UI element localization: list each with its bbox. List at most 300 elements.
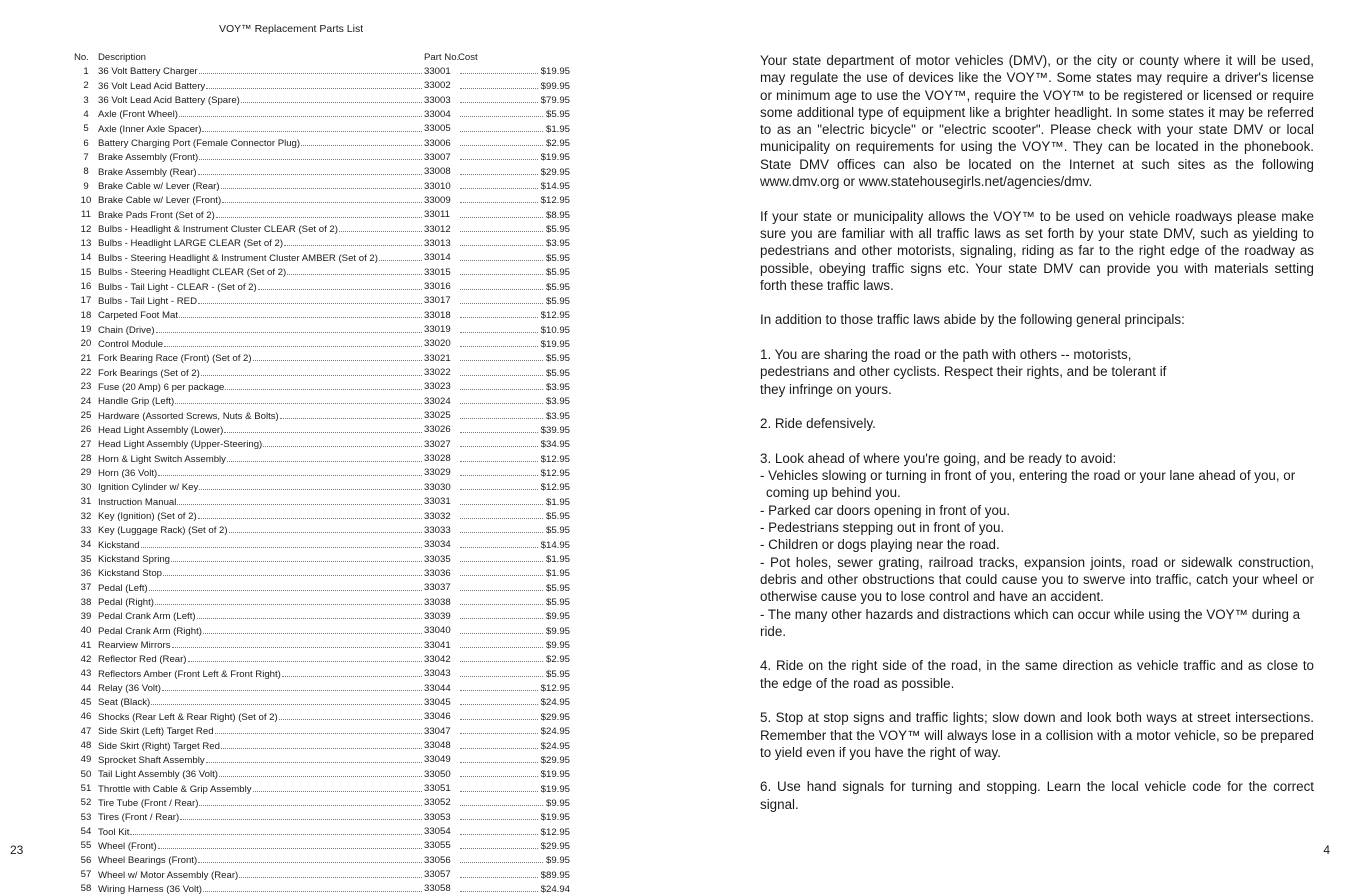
part-no: 33045 [424, 696, 451, 708]
table-row [74, 552, 570, 566]
table-row [74, 509, 570, 523]
table-row [74, 366, 570, 380]
parts-list-title: VOY™ Replacement Parts List [219, 23, 364, 35]
table-row [74, 452, 570, 466]
part-description-cell [98, 380, 424, 394]
part-no: 33027 [424, 438, 451, 450]
part-number-index: 44 [80, 682, 92, 694]
table-row [74, 853, 570, 867]
principle-1-line: they infringe on yours. [760, 381, 892, 397]
principle-3-item: - Children or dogs playing near the road. [760, 537, 1000, 553]
part-cost: $12.95 [540, 482, 570, 494]
table-row [74, 179, 570, 193]
part-cost: $34.95 [540, 439, 570, 451]
part-number-index: 32 [80, 510, 92, 522]
part-description-cell [98, 437, 424, 451]
part-cost-cell [458, 294, 570, 308]
part-cost: $5.95 [545, 668, 570, 680]
part-description: Sprocket Shaft Assembly [98, 754, 205, 766]
part-cost-cell [458, 409, 570, 423]
part-no: 33002 [424, 80, 451, 92]
part-cost-cell [458, 681, 570, 695]
part-no: 33041 [424, 639, 451, 651]
part-number-index: 38 [80, 596, 92, 608]
parts-table [74, 51, 570, 896]
table-row [74, 79, 570, 93]
part-cost: $1.95 [545, 568, 570, 580]
part-cost: $9.95 [545, 611, 570, 623]
part-no: 33046 [424, 711, 451, 723]
part-cost: $10.95 [540, 324, 570, 336]
part-no: 33005 [424, 123, 451, 135]
part-cost: $9.95 [545, 640, 570, 652]
part-no: 33022 [424, 367, 451, 379]
table-row [74, 839, 570, 853]
part-description-cell [98, 495, 424, 509]
table-row [74, 107, 570, 121]
part-description-cell [98, 79, 424, 93]
part-description: Carpeted Foot Mat [98, 310, 178, 322]
table-row [74, 796, 570, 810]
part-description-cell [98, 466, 424, 480]
part-no: 33042 [424, 653, 451, 665]
part-number-index: 25 [80, 410, 92, 422]
regulations-text [760, 52, 1314, 830]
table-row [74, 782, 570, 796]
part-cost-cell [458, 323, 570, 337]
table-row [74, 624, 570, 638]
table-row [74, 724, 570, 738]
part-cost: $3.95 [545, 238, 570, 250]
part-description: Battery Charging Port (Female Connector Plug) [98, 138, 301, 150]
part-description-cell [98, 509, 424, 523]
part-number-index: 2 [83, 80, 89, 92]
part-description: Handle Grip (Left) [98, 396, 175, 408]
table-row [74, 122, 570, 136]
part-cost: $1.95 [545, 554, 570, 566]
part-description: 36 Volt Lead Acid Battery [98, 80, 206, 92]
part-description: Pedal Crank Arm (Left) [98, 611, 196, 623]
part-description: 36 Volt Lead Acid Battery (Spare) [98, 95, 240, 107]
part-no: 33044 [424, 682, 451, 694]
part-no: 33025 [424, 410, 451, 422]
part-description: Fuse (20 Amp) 6 per package [98, 381, 225, 393]
part-number-index: 31 [80, 496, 92, 508]
part-description: Tail Light Assembly (36 Volt) [98, 769, 218, 781]
part-description: Instruction Manual [98, 496, 177, 508]
part-description-cell [98, 64, 424, 78]
part-description: Rearview Mirrors [98, 640, 171, 652]
principle-4: 4. Ride on the right side of the road, in the same direction as vehicle traffic and as close to the edge of the road as possible. [760, 658, 1314, 691]
part-cost-cell [458, 107, 570, 121]
part-description-cell [98, 193, 424, 207]
part-cost-cell [458, 638, 570, 652]
part-cost: $24.95 [540, 726, 570, 738]
table-row [74, 466, 570, 480]
part-description: Hardware (Assorted Screws, Nuts & Bolts) [98, 410, 279, 422]
part-no: 33013 [424, 237, 451, 249]
part-cost: $5.95 [545, 295, 570, 307]
part-cost-cell [458, 509, 570, 523]
part-cost: $5.95 [545, 597, 570, 609]
part-cost: $5.95 [545, 525, 570, 537]
part-cost-cell [458, 437, 570, 451]
part-number-index: 28 [80, 453, 92, 465]
part-number-index: 54 [80, 826, 92, 838]
part-number-index: 8 [83, 166, 89, 178]
part-description: Tires (Front / Rear) [98, 812, 180, 824]
part-cost: $24.94 [540, 883, 570, 895]
part-number-index: 36 [80, 567, 92, 579]
table-row [74, 423, 570, 437]
part-cost: $19.95 [540, 769, 570, 781]
part-description: Chain (Drive) [98, 324, 155, 336]
part-cost: $19.95 [540, 66, 570, 78]
part-description-cell [98, 638, 424, 652]
part-no: 33014 [424, 252, 451, 264]
part-description: Pedal (Right) [98, 597, 154, 609]
part-no: 33033 [424, 524, 451, 536]
part-description-cell [98, 323, 424, 337]
part-number-index: 37 [80, 582, 92, 594]
part-description: Fork Bearing Race (Front) (Set of 2) [98, 353, 252, 365]
table-row [74, 193, 570, 207]
part-no: 33058 [424, 883, 451, 895]
part-description-cell [98, 609, 424, 623]
principle-1-line: 1. You are sharing the road or the path with others -- motorists, [760, 347, 1132, 363]
part-description: Key (Luggage Rack) (Set of 2) [98, 525, 228, 537]
part-cost: $5.95 [545, 109, 570, 121]
part-cost: $8.95 [545, 209, 570, 221]
table-row [74, 265, 570, 279]
part-number-index: 15 [80, 266, 92, 278]
table-row [74, 337, 570, 351]
part-description: Brake Cable w/ Lever (Rear) [98, 181, 220, 193]
table-row [74, 165, 570, 179]
part-description-cell [98, 853, 424, 867]
part-description: Wiring Harness (36 Volt) [98, 883, 202, 895]
table-row [74, 695, 570, 709]
part-description-cell [98, 294, 424, 308]
part-no: 33035 [424, 553, 451, 565]
table-row [74, 280, 570, 294]
principle-1-line: pedestrians and other cyclists. Respect their rights, and be tolerant if [760, 364, 1167, 380]
part-description: Fork Bearings (Set of 2) [98, 367, 200, 379]
part-cost: $29.95 [540, 754, 570, 766]
part-cost: $24.95 [540, 740, 570, 752]
part-number-index: 9 [83, 180, 89, 192]
part-cost: $9.95 [545, 855, 570, 867]
part-description: Ignition Cylinder w/ Key [98, 482, 199, 494]
part-cost-cell [458, 280, 570, 294]
table-row [74, 294, 570, 308]
part-no: 33026 [424, 424, 451, 436]
part-number-index: 42 [80, 653, 92, 665]
part-number-index: 47 [80, 725, 92, 737]
part-description-cell [98, 179, 424, 193]
part-description: Wheel w/ Motor Assembly (Rear) [98, 869, 239, 881]
part-no: 33053 [424, 811, 451, 823]
part-number-index: 56 [80, 854, 92, 866]
part-description: Brake Assembly (Front) [98, 152, 199, 164]
paragraph-principles-intro: In addition to those traffic laws abide by the following general principals: [760, 312, 1185, 328]
table-row [74, 480, 570, 494]
part-no: 33055 [424, 840, 451, 852]
part-no: 33006 [424, 137, 451, 149]
part-description-cell [98, 409, 424, 423]
part-no: 33056 [424, 854, 451, 866]
part-description: Horn & Light Switch Assembly [98, 453, 226, 465]
part-cost-cell [458, 366, 570, 380]
part-cost: $29.95 [540, 840, 570, 852]
part-description: Pedal Crank Arm (Right) [98, 625, 202, 637]
part-no: 33003 [424, 94, 451, 106]
part-cost-cell [458, 122, 570, 136]
table-row [74, 222, 570, 236]
table-row [74, 882, 570, 896]
part-cost: $19.95 [540, 152, 570, 164]
part-description-cell [98, 208, 424, 222]
part-description-cell [98, 710, 424, 724]
part-cost-cell [458, 251, 570, 265]
table-row [74, 595, 570, 609]
part-number-index: 5 [83, 123, 89, 135]
part-description-cell [98, 566, 424, 580]
part-no: 33007 [424, 151, 451, 163]
part-no: 33009 [424, 194, 451, 206]
table-row [74, 538, 570, 552]
part-description-cell [98, 825, 424, 839]
principle-1 [760, 346, 1314, 398]
table-row [74, 681, 570, 695]
part-cost-cell [458, 839, 570, 853]
part-cost: $3.95 [545, 410, 570, 422]
part-cost: $39.95 [540, 424, 570, 436]
part-description: Side Skirt (Right) Target Red [98, 740, 220, 752]
part-cost-cell [458, 193, 570, 207]
part-cost: $9.95 [545, 797, 570, 809]
part-cost-cell [458, 136, 570, 150]
part-cost-cell [458, 710, 570, 724]
part-description: Reflectors Amber (Front Left & Front Right) [98, 668, 281, 680]
part-description: Bulbs - Headlight LARGE CLEAR (Set of 2) [98, 238, 284, 250]
part-cost-cell [458, 552, 570, 566]
part-number-index: 46 [80, 711, 92, 723]
part-description-cell [98, 136, 424, 150]
table-row [74, 323, 570, 337]
part-no: 33039 [424, 610, 451, 622]
part-no: 33054 [424, 826, 451, 838]
part-description-cell [98, 122, 424, 136]
part-description: Wheel Bearings (Front) [98, 855, 198, 867]
part-number-index: 51 [80, 783, 92, 795]
part-description-cell [98, 351, 424, 365]
part-description-cell [98, 681, 424, 695]
part-number-index: 17 [80, 295, 92, 307]
table-row [74, 581, 570, 595]
part-number-index: 48 [80, 740, 92, 751]
part-description-cell [98, 251, 424, 265]
part-cost-cell [458, 882, 570, 896]
part-number-index: 1 [83, 65, 89, 77]
part-no: 33017 [424, 295, 451, 307]
part-description: Tire Tube (Front / Rear) [98, 797, 199, 809]
part-cost-cell [458, 495, 570, 509]
part-cost: $29.95 [540, 166, 570, 178]
part-no: 33029 [424, 467, 451, 479]
part-description-cell [98, 810, 424, 824]
part-cost: $19.95 [540, 783, 570, 795]
part-description: Relay (36 Volt) [98, 683, 161, 695]
table-row [74, 667, 570, 681]
part-number-index: 10 [80, 194, 92, 206]
part-no: 33051 [424, 783, 451, 795]
part-number-index: 26 [80, 424, 92, 436]
part-number-index: 40 [80, 625, 92, 637]
table-row [74, 251, 570, 265]
principle-3-last: - The many other hazards and distractions which can occur while using the VOY™ during a ride. [760, 606, 1301, 639]
part-number-index: 41 [80, 639, 92, 651]
part-cost-cell [458, 308, 570, 322]
part-no: 33047 [424, 725, 451, 737]
part-number-index: 29 [80, 467, 92, 479]
part-description: Key (Ignition) (Set of 2) [98, 511, 197, 522]
part-number-index: 12 [80, 223, 92, 235]
part-description: Axle (Front Wheel) [98, 109, 178, 121]
principle-3-heading: 3. Look ahead of where you're going, and be ready to avoid: [760, 450, 1117, 466]
part-cost: $9.95 [545, 625, 570, 637]
part-cost-cell [458, 825, 570, 839]
table-row [74, 380, 570, 394]
part-description-cell [98, 667, 424, 681]
part-cost-cell [458, 64, 570, 78]
part-description: Axle (Inner Axle Spacer) [98, 123, 202, 135]
part-description-cell [98, 538, 424, 552]
part-cost: $14.95 [540, 181, 570, 193]
paragraph-traffic-laws: If your state or municipality allows the VOY™ to be used on vehicle roadways please make sure you are familiar with all traffic laws as set forth by your state DMV, such as yielding to pedestrians and other motorists, signaling, riding as far to the right edge of the roadway as possible, obeying traffic signs etc. Your state DMV can provide you with materials setting forth these traffic laws. [760, 208, 1314, 293]
part-number-index: 16 [80, 281, 92, 292]
part-description-cell [98, 695, 424, 709]
part-cost-cell [458, 423, 570, 437]
part-cost: $12.95 [540, 467, 570, 479]
part-description-cell [98, 222, 424, 236]
part-number-index: 6 [83, 137, 89, 149]
part-cost-cell [458, 566, 570, 580]
part-description-cell [98, 308, 424, 322]
part-cost: $79.95 [540, 95, 570, 107]
part-number-index: 39 [80, 610, 92, 622]
part-cost-cell [458, 624, 570, 638]
part-cost-cell [458, 351, 570, 365]
principle-3-item: - Pedestrians stepping out in front of you. [760, 520, 1005, 536]
part-no: 33028 [424, 453, 451, 465]
part-no: 33034 [424, 539, 451, 551]
part-no: 33024 [424, 395, 451, 407]
part-no: 33038 [424, 596, 451, 608]
part-cost-cell [458, 523, 570, 537]
part-number-index: 30 [80, 481, 92, 493]
part-number-index: 52 [80, 797, 92, 809]
part-cost: $99.95 [540, 80, 570, 92]
part-no: 33010 [424, 180, 451, 192]
part-no: 33012 [424, 223, 451, 235]
part-description: Brake Cable w/ Lever (Front) [98, 195, 222, 207]
part-cost-cell [458, 609, 570, 623]
part-no: 33032 [424, 510, 451, 522]
part-cost: $14.95 [540, 539, 570, 551]
part-number-index: 21 [80, 352, 92, 364]
part-no: 33008 [424, 166, 451, 178]
part-cost-cell [458, 150, 570, 164]
parts-table-body [74, 64, 570, 896]
part-no: 33004 [424, 108, 451, 120]
part-cost-cell [458, 165, 570, 179]
table-row [74, 150, 570, 164]
part-cost-cell [458, 724, 570, 738]
part-number-index: 45 [80, 696, 92, 708]
part-number-index: 27 [80, 438, 92, 450]
table-row [74, 351, 570, 365]
part-cost-cell [458, 810, 570, 824]
table-row [74, 409, 570, 423]
part-description: Bulbs - Steering Headlight CLEAR (Set of 2) [98, 267, 287, 279]
table-row [74, 609, 570, 623]
part-cost: $12.95 [540, 310, 570, 322]
header-description: Description [98, 52, 146, 63]
part-no: 33015 [424, 266, 451, 278]
paragraph-dmv: Your state department of motor vehicles (DMV), or the city or county where it will be used, may regulate the use of devices like the VOY™. Some states may require a driver's license or minimum age to use the VOY™, require the VOY™ to be registered or licensed or require some additional type of equipment like a brighter headlight. In some states it may be referred to as an "electric bicycle" or "electric scooter". Please check with your state DMV or local municipality on requirements for using the VOY™. They can be located in the phonebook. State DMV offices can also be located on the Internet at such sites as the following www.dmv.org or www.statehousegirls.net/agencies/dmv. [760, 53, 1314, 190]
part-cost-cell [458, 452, 570, 466]
part-description: Seat (Black) [98, 697, 151, 709]
part-cost-cell [458, 480, 570, 494]
part-description-cell [98, 265, 424, 279]
table-row [74, 64, 570, 78]
part-number-index: 23 [80, 381, 92, 393]
part-number-index: 33 [80, 524, 92, 536]
part-cost: $19.95 [540, 338, 570, 350]
part-description-cell [98, 581, 424, 595]
part-description-cell [98, 452, 424, 466]
table-row [74, 566, 570, 580]
part-description-cell [98, 150, 424, 164]
part-description: Brake Assembly (Rear) [98, 166, 197, 178]
part-number-index: 4 [83, 108, 89, 120]
table-row [74, 638, 570, 652]
part-description: Bulbs - Headlight & Instrument Cluster CLEAR (Set of 2) [98, 224, 338, 236]
part-description: 36 Volt Battery Charger [98, 66, 198, 78]
part-description: Bulbs - Tail Light - CLEAR - (Set of 2) [98, 281, 257, 293]
part-description: Kickstand Stop [98, 568, 162, 580]
part-description-cell [98, 423, 424, 437]
part-description-cell [98, 107, 424, 121]
part-description-cell [98, 624, 424, 638]
part-number-index: 18 [80, 309, 92, 321]
parts-table-header [74, 51, 570, 64]
part-cost-cell [458, 595, 570, 609]
part-description: Head Light Assembly (Lower) [98, 424, 224, 436]
part-description-cell [98, 366, 424, 380]
part-cost: $5.95 [545, 511, 570, 522]
part-no: 33049 [424, 754, 451, 766]
part-description-cell [98, 595, 424, 609]
part-description-cell [98, 739, 424, 753]
part-description-cell [98, 652, 424, 666]
principle-3 [760, 450, 1314, 640]
part-cost: $5.95 [545, 224, 570, 236]
part-cost: $3.95 [545, 381, 570, 393]
header-no: No. [74, 52, 89, 63]
part-cost: $5.95 [545, 367, 570, 379]
